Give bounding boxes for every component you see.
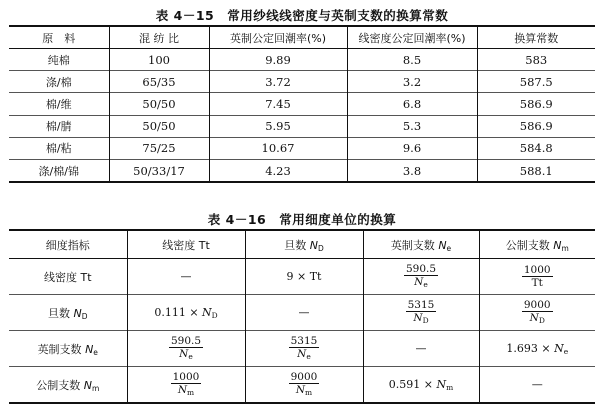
conversion-constants-table [9,25,595,183]
denominator-subscript: D [422,316,429,326]
formula-text: 0.591 × [388,377,437,391]
denominator-subscript: e [306,352,311,362]
denominator-symbol: N [297,348,307,361]
formula-text: 1.693 × [506,341,555,355]
material-cell: 棉/维 [9,93,109,115]
row-label: 线密度 Tt [9,259,127,295]
fraction [404,263,438,290]
column-header [363,230,479,259]
cell [127,295,245,331]
cell [479,259,595,295]
formula-symbol: N [436,377,447,391]
tex-regain-cell: 5.3 [347,115,477,137]
row-label-symbol: N [83,378,92,392]
fraction [289,371,320,398]
numerator: 5315 [290,335,318,348]
column-header: 混 纺 比 [109,26,209,49]
constant-cell: 586.9 [477,93,595,115]
numerator: 9000 [523,299,551,312]
english-regain-cell: 9.89 [209,49,347,71]
numerator: 5315 [407,299,435,312]
cell [479,331,595,367]
cell [127,367,245,404]
header-subscript: D [317,243,324,253]
numerator: 590.5 [405,263,437,276]
constant-cell: 587.5 [477,71,595,93]
header-subscript: m [561,243,569,253]
cell: — [479,367,595,404]
denominator-subscript: m [305,388,313,398]
cell: — [245,295,363,331]
denominator: Tt [531,277,543,289]
material-cell: 棉/粘 [9,137,109,159]
blend-ratio-cell: 50/50 [109,93,209,115]
cell: 9 × Tt [245,259,363,295]
numerator: 9000 [290,371,318,384]
denominator-symbol: N [295,384,306,397]
row-label-text: 公制支数 [36,378,84,392]
numerator: 590.5 [170,335,202,348]
fraction [522,299,553,326]
denominator-symbol: N [529,312,539,325]
column-header: 原 料 [9,26,109,49]
denominator-subscript: e [188,352,193,362]
formula-subscript: e [563,346,569,356]
header-symbol: N [309,238,318,252]
formula-subscript: D [211,310,218,320]
row-label-subscript: m [91,383,100,393]
table-row [9,259,595,295]
row-label-subscript: e [93,347,98,357]
constant-cell: 583 [477,49,595,71]
material-cell: 棉/腈 [9,115,109,137]
cell: — [127,259,245,295]
table-row [9,331,595,367]
tex-regain-cell: 9.6 [347,137,477,159]
table-row [9,367,595,404]
formula-text: 0.111 × [154,305,203,319]
tex-regain-cell: 6.8 [347,93,477,115]
denominator [522,312,553,326]
denominator-subscript: m [187,388,195,398]
row-label-symbol: N [85,342,94,356]
denominator-subscript: D [538,316,545,326]
header-text: 公制支数 [505,238,554,252]
cell [479,295,595,331]
fraction [522,264,553,289]
table-row [9,295,595,331]
column-header: 英制公定回潮率(%) [209,26,347,49]
table-header-row [9,230,595,259]
formula-symbol: N [202,305,212,319]
english-regain-cell: 3.72 [209,71,347,93]
denominator-symbol: N [177,384,188,397]
material-cell: 涤/棉 [9,71,109,93]
denominator-symbol: N [413,312,423,325]
blend-ratio-cell: 50/50 [109,115,209,137]
column-header [479,230,595,259]
denominator [169,348,203,362]
table-4-16-caption: 表 4－16 常用细度单位的换算 [207,212,397,227]
tex-regain-cell: 8.5 [347,49,477,71]
formula-symbol: N [554,341,564,355]
row-label-subscript: D [81,311,88,321]
table-row [9,93,595,115]
header-text: 旦数 [284,238,310,252]
row-label-text: 英制支数 [37,342,86,356]
denominator [171,384,202,398]
row-label-symbol: N [73,306,82,320]
english-regain-cell: 4.23 [209,159,347,182]
numerator: 1000 [172,371,200,384]
blend-ratio-cell: 65/35 [109,71,209,93]
column-header: 线密度 Tt [127,230,245,259]
column-header: 细度指标 [9,230,127,259]
column-header: 换算常数 [477,26,595,49]
denominator-symbol: N [414,276,424,289]
fineness-unit-conversion-table [9,229,595,404]
fraction [169,335,203,362]
row-label [9,331,127,367]
denominator [289,384,320,398]
table-row [9,71,595,93]
denominator [289,348,320,362]
material-cell: 涤/棉/锦 [9,159,109,182]
numerator: 1000 [523,263,551,276]
english-regain-cell: 7.45 [209,93,347,115]
constant-cell: 588.1 [477,159,595,182]
fraction [289,335,320,362]
constant-cell: 586.9 [477,115,595,137]
fraction [406,299,437,326]
denominator [404,276,438,290]
row-label [9,367,127,404]
denominator-symbol: N [179,348,189,361]
table-row [9,49,595,71]
table-row [9,115,595,137]
cell [363,259,479,295]
cell: — [363,331,479,367]
english-regain-cell: 5.95 [209,115,347,137]
material-cell: 纯棉 [9,49,109,71]
denominator [406,312,437,326]
cell [245,367,363,404]
constant-cell: 584.8 [477,137,595,159]
blend-ratio-cell: 75/25 [109,137,209,159]
formula-subscript: m [446,382,454,392]
row-label-text: 旦数 [47,306,74,320]
row-label [9,295,127,331]
table-header-row [9,26,595,49]
english-regain-cell: 10.67 [209,137,347,159]
blend-ratio-cell: 100 [109,49,209,71]
fraction [171,371,202,398]
header-subscript: e [446,243,452,253]
cell [363,295,479,331]
table-row [9,159,595,182]
cell [127,331,245,367]
column-header [245,230,363,259]
table-4-15-caption: 表 4－15 常用纱线线密度与英制支数的换算常数 [155,8,449,23]
header-text: 英制支数 [390,238,439,252]
header-symbol: N [553,238,562,252]
denominator-subscript: e [423,280,428,290]
table-row [9,137,595,159]
column-header: 线密度公定回潮率(%) [347,26,477,49]
blend-ratio-cell: 50/33/17 [109,159,209,182]
cell [245,331,363,367]
header-symbol: N [438,238,447,252]
cell [363,367,479,404]
tex-regain-cell: 3.8 [347,159,477,182]
tex-regain-cell: 3.2 [347,71,477,93]
